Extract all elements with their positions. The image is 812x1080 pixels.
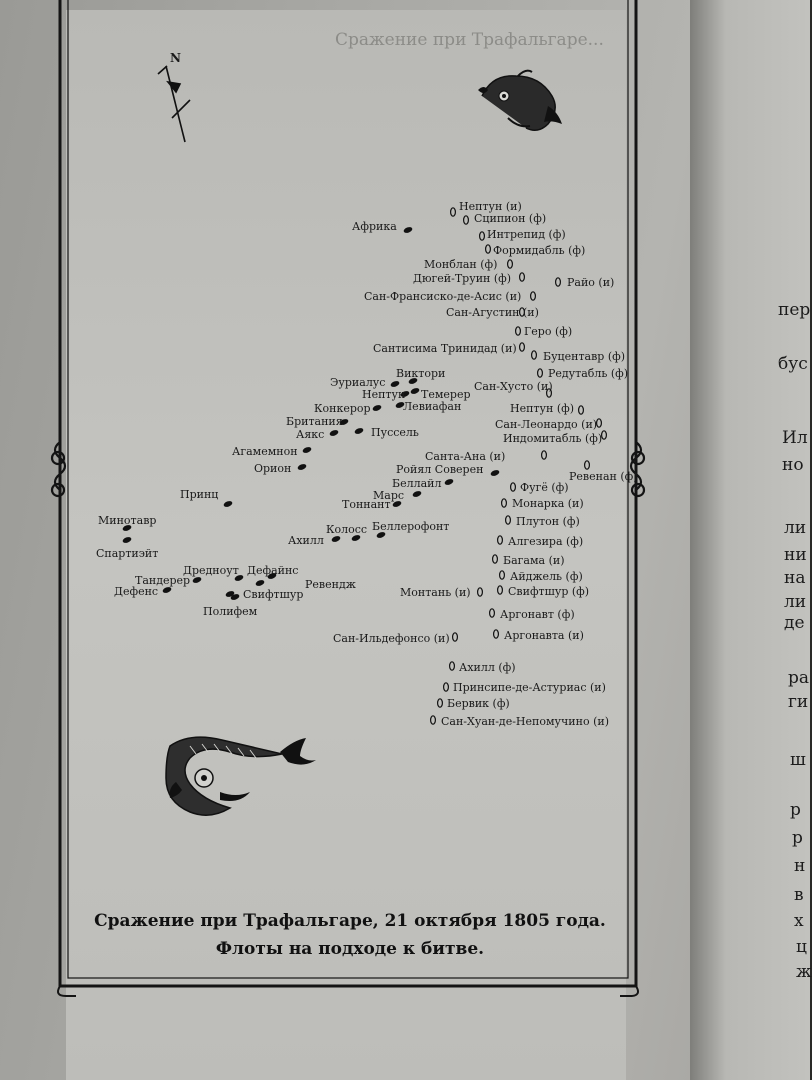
- allied-ship-label: Дюгей-Труин (ф): [413, 272, 512, 285]
- british-ship-label: Пуссель: [371, 426, 419, 439]
- british-ship-marker: [329, 429, 339, 437]
- allied-ship-label: Индомитабль (ф): [503, 432, 603, 445]
- allied-ship-label: Ахилл (ф): [459, 661, 516, 674]
- book-page-right: [690, 0, 810, 1080]
- british-ship-label: Британия: [286, 415, 343, 428]
- allied-ship-label: Плутон (ф): [516, 515, 580, 528]
- allied-ship-marker: [498, 586, 503, 594]
- british-ship-label: Дредноут: [183, 564, 239, 577]
- allied-ship-label: Монблан (ф): [424, 258, 498, 271]
- allied-ship-marker: [531, 292, 536, 300]
- bleed-through-text: Сражение при Трафальгаре...: [335, 30, 604, 50]
- right-page-text-fragment: х: [794, 911, 804, 931]
- allied-ship-label: Санта-Ана (и): [425, 450, 506, 463]
- allied-ship-marker: [478, 588, 483, 596]
- right-page-text-fragment: ни: [784, 545, 807, 565]
- british-ship-label: Беллерофонт: [372, 520, 450, 533]
- allied-ship-marker: [538, 369, 543, 377]
- right-page-text-fragment: в: [794, 885, 804, 905]
- british-ship-marker: [331, 535, 341, 543]
- british-ship-label: Марс: [373, 489, 405, 502]
- allied-ship-label: Сан-Ильдефонсо (и): [333, 632, 450, 645]
- allied-ship-marker: [450, 662, 455, 670]
- allied-ship-marker: [431, 716, 436, 724]
- allied-ship-label: Свифтшур (ф): [508, 585, 590, 598]
- allied-ship-marker: [500, 571, 505, 579]
- allied-ship-label: Геро (ф): [524, 325, 573, 338]
- british-ship-marker: [490, 469, 500, 477]
- dolphin-top-icon: [478, 71, 562, 131]
- british-ship-label: Дефайнс: [247, 564, 299, 577]
- allied-ship-marker: [520, 273, 525, 281]
- allied-ship-label: Интрепид (ф): [487, 228, 566, 241]
- british-ship-marker: [302, 446, 312, 454]
- british-ship-label: Беллайл: [392, 477, 442, 490]
- british-ship-label: Полифем: [203, 605, 258, 618]
- map-caption-line2: Флоты на подходе к битве.: [215, 939, 485, 959]
- allied-ship-label: Сантисима Тринидад (и): [373, 342, 517, 355]
- allied-ship-label: Райо (и): [567, 276, 615, 289]
- dolphin-bottom-icon: [166, 737, 316, 815]
- compass-icon: [158, 66, 190, 142]
- allied-ship-marker: [532, 351, 537, 359]
- right-page-text-fragment: де: [784, 613, 805, 633]
- right-page-text-fragment: р: [792, 828, 803, 848]
- allied-ship-marker: [602, 431, 607, 439]
- allied-ship-label: Айджель (ф): [510, 570, 583, 583]
- right-page-text-fragment: ги: [788, 692, 809, 712]
- british-ship-label: Ахилл: [288, 534, 324, 547]
- british-ship-marker: [444, 478, 454, 486]
- british-ship-label: Тоннант: [342, 498, 391, 511]
- allied-ship-label: Формидабль (ф): [493, 244, 586, 257]
- allied-ship-label: Фугё (ф): [520, 481, 569, 494]
- british-ship-label: Ревендж: [305, 578, 356, 591]
- allied-ship-marker: [464, 216, 469, 224]
- allied-ship-label: Сан-Агустин (и): [446, 306, 539, 319]
- allied-ship-marker: [444, 683, 449, 691]
- allied-ship-label: Сан-Хуан-де-Непомучино (и): [441, 715, 609, 728]
- british-ship-marker: [372, 404, 382, 412]
- allied-ship-marker: [556, 278, 561, 286]
- british-ship-label: Аякс: [296, 428, 325, 441]
- british-ship-label: Тандерер: [135, 574, 191, 587]
- allied-ship-marker: [438, 699, 443, 707]
- allied-ship-label: Принсипе-де-Астуриас (и): [453, 681, 606, 694]
- british-ship-label: Нептун: [362, 388, 406, 401]
- allied-ship-label: Аргонавта (и): [504, 629, 584, 642]
- right-page-text-fragment: ж: [796, 962, 812, 982]
- right-page-text-fragment: пер: [778, 300, 811, 320]
- allied-ship-marker: [508, 260, 513, 268]
- allied-ship-label: Монтань (и): [400, 586, 471, 599]
- allied-ship-label: Бервик (ф): [447, 697, 510, 710]
- allied-ship-label: Сципион (ф): [474, 212, 547, 225]
- british-ship-label: Темерер: [421, 388, 471, 401]
- allied-ship-marker: [506, 516, 511, 524]
- right-page-text-fragment: но: [782, 455, 804, 475]
- british-ship-label: Минотавр: [98, 514, 157, 527]
- british-ship-marker: [412, 490, 422, 498]
- allied-ship-marker: [453, 633, 458, 641]
- british-ship-label: Орион: [254, 462, 292, 475]
- allied-ship-marker: [493, 555, 498, 563]
- british-ship-label: Свифтшур: [243, 588, 304, 601]
- allied-ship-marker: [542, 451, 547, 459]
- british-ship-label: Спартиэйт: [96, 547, 159, 560]
- british-ship-marker: [223, 500, 233, 508]
- allied-ship-label: Сан-Франсиско-де-Асис (и): [364, 290, 522, 303]
- allied-ship-marker: [480, 232, 485, 240]
- right-page-text-fragment: н: [794, 856, 806, 876]
- right-page-text-fragment: ли: [784, 592, 807, 612]
- compass-north-label: N: [170, 51, 181, 65]
- allied-ship-marker: [451, 208, 456, 216]
- allied-ship-label: Багама (и): [503, 554, 565, 567]
- british-ship-label: Конкерор: [314, 402, 371, 415]
- british-ship-label: Дефенс: [114, 585, 159, 598]
- right-page-text-fragment: ш: [790, 750, 806, 770]
- allied-ship-label: Сан-Хусто (и): [474, 380, 553, 393]
- allied-ship-marker: [490, 609, 495, 617]
- allied-ship-label: Буцентавр (ф): [543, 350, 626, 363]
- allied-ship-label: Сан-Леонардо (и): [495, 418, 598, 431]
- british-ship-label: Африка: [352, 220, 397, 233]
- allied-ship-label: Редутабль (ф): [548, 367, 629, 380]
- allied-ship-label: Нептун (ф): [510, 402, 575, 415]
- allied-ship-marker: [511, 483, 516, 491]
- right-page-text-fragment: на: [784, 568, 806, 588]
- british-ship-label: Колосс: [326, 523, 368, 536]
- british-ship-marker: [162, 586, 172, 594]
- british-ship-marker: [390, 380, 400, 388]
- allied-ship-marker: [520, 343, 525, 351]
- british-ship-label: Ройял Соверен: [396, 463, 484, 476]
- allied-ship-label: Монарка (и): [512, 497, 584, 510]
- british-ship-marker: [354, 427, 364, 435]
- right-page-text-fragment: ра: [788, 668, 810, 688]
- allied-ship-marker: [585, 461, 590, 469]
- allied-ship-marker: [516, 327, 521, 335]
- allied-ship-marker: [498, 536, 503, 544]
- allied-ship-label: Алгезира (ф): [508, 535, 584, 548]
- allied-ship-marker: [486, 245, 491, 253]
- right-page-text-fragment: ц: [796, 937, 807, 957]
- right-page-text-fragment: Ил: [782, 428, 808, 448]
- british-ship-label: Агамемнон: [232, 445, 298, 458]
- allied-ship-marker: [502, 499, 507, 507]
- british-ship-label: Левиафан: [403, 400, 462, 413]
- allied-ship-marker: [579, 406, 584, 414]
- british-ship-marker: [297, 463, 307, 471]
- allied-ship-label: Аргонавт (ф): [500, 608, 575, 621]
- british-ship-label: Эуриалус: [330, 376, 386, 389]
- map-caption-line1: Сражение при Трафальгаре, 21 октября 1805 года.: [94, 911, 606, 931]
- allied-ship-label: Нептун (и): [459, 200, 522, 213]
- allied-ship-marker: [597, 419, 602, 427]
- british-ship-label: Принц: [180, 488, 219, 501]
- british-ship-marker: [403, 226, 413, 234]
- british-ship-marker: [192, 576, 202, 584]
- right-page-text-fragment: ли: [784, 518, 807, 538]
- british-ship-marker: [122, 536, 132, 544]
- british-ship-label: Виктори: [396, 367, 446, 380]
- british-ship-marker: [255, 579, 265, 587]
- right-page-text-fragment: р: [790, 800, 801, 820]
- british-ship-marker: [410, 387, 420, 395]
- allied-ship-marker: [494, 630, 499, 638]
- right-page-text-fragment: бус: [778, 354, 808, 374]
- allied-ship-label: Ревенан (ф): [569, 470, 638, 483]
